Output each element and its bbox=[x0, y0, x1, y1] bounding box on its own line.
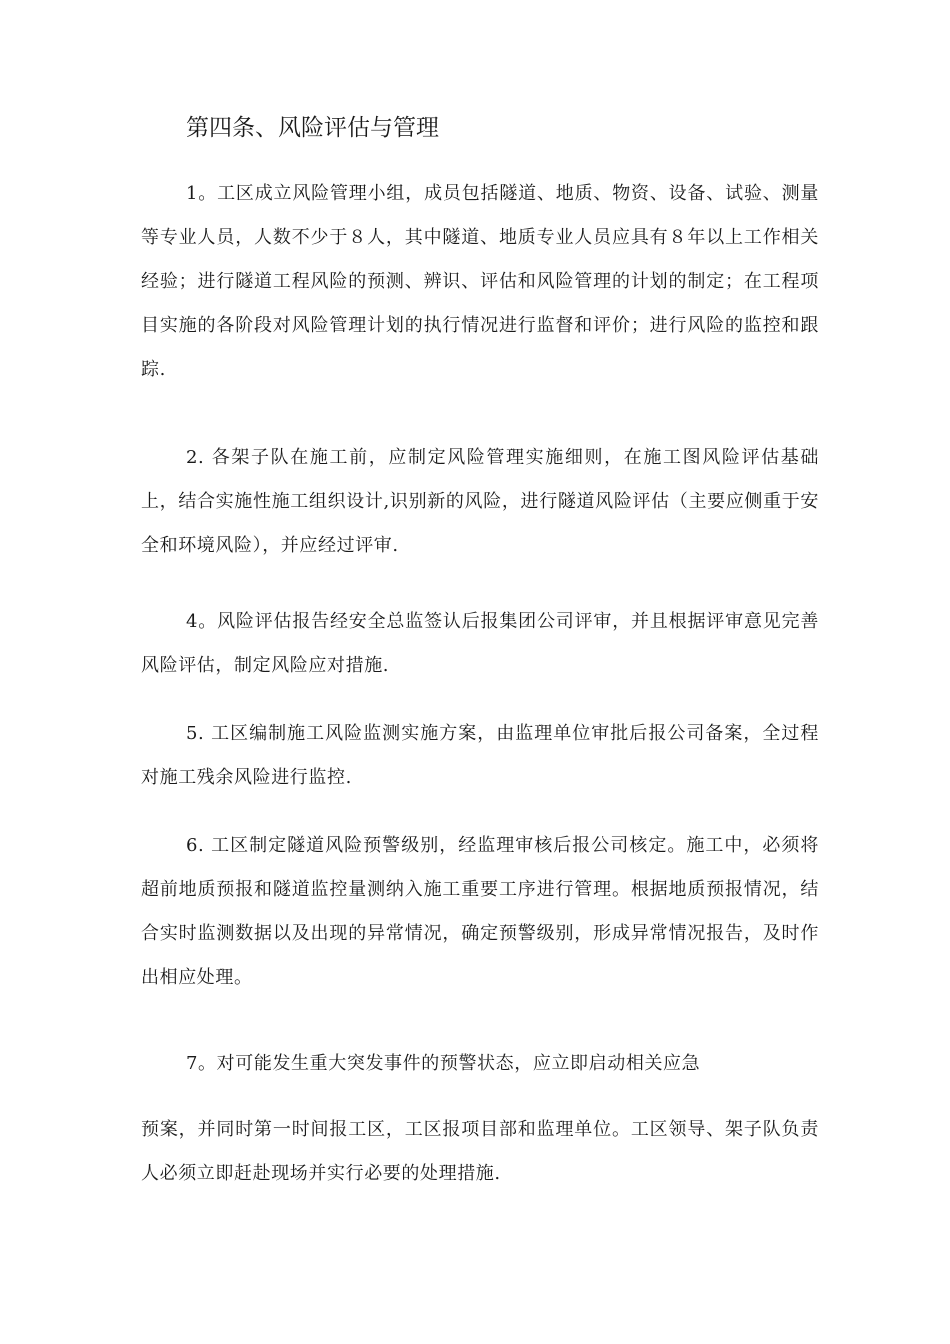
paragraph-4: 4。风险评估报告经安全总监签认后报集团公司评审，并且根据评审意见完善风险评估，制定风险应对措施. bbox=[141, 611, 819, 676]
paragraph-5: 5. 工区编制施工风险监测实施方案，由监理单位审批后报公司备案，全过程对施工残余风险进行监控. bbox=[141, 723, 819, 788]
paragraph-7-continued: 预案，并同时第一时间报工区，工区报项目部和监理单位。工区领导、架子队负责人必须立即赶赴现场并实行必要的处理措施. bbox=[141, 1119, 819, 1184]
paragraph-6: 6. 工区制定隧道风险预警级别，经监理审核后报公司核定。施工中，必须将超前地质预报和隧道监控量测纳入施工重要工序进行管理。根据地质预报情况，结合实时监测数据以及出现的异常情况，确定预警级别，形成异常情况报告，及时作出相应处理。 bbox=[141, 835, 819, 988]
paragraph-2: 2. 各架子队在施工前，应制定风险管理实施细则，在施工图风险评估基础上，结合实施性施工组织设计,识别新的风险，进行隧道风险评估（主要应侧重于安全和环境风险），并应经过评审. bbox=[141, 447, 819, 556]
paragraph-1: 1。工区成立风险管理小组，成员包括隧道、地质、物资、设备、试验、测量等专业人员，人数不少于８人，其中隧道、地质专业人员应具有８年以上工作相关经验；进行隧道工程风险的预测、辨识、评估和风险管理的计划的制定；在工程项目实施的各阶段对风险管理计划的执行情况进行监督和评价；进行风险的监控和跟踪. bbox=[141, 183, 819, 380]
section-heading: 第四条、风险评估与管理 bbox=[186, 115, 439, 141]
paragraph-7: 7。对可能发生重大突发事件的预警状态，应立即启动相关应急 bbox=[186, 1053, 701, 1074]
